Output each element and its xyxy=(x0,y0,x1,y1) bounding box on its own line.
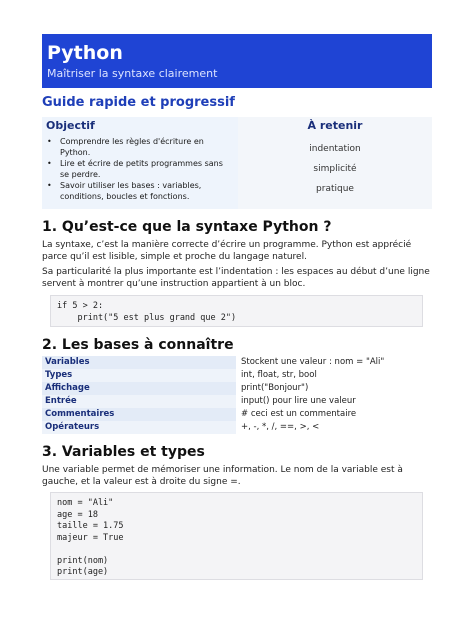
table-value: # ceci est un commentaire xyxy=(241,409,357,419)
table-row xyxy=(42,395,432,408)
table-key: Commentaires xyxy=(42,408,236,421)
bullet-icon: • xyxy=(47,181,52,190)
section-1-paragraph-2: Sa particularité la plus importante est l’indentation : les espaces au début d’une ligne servent à montrer qu’une instruction appartient à un bloc. xyxy=(42,267,430,289)
retenir-item: pratique xyxy=(316,184,354,194)
code-line: if 5 > 2: xyxy=(57,301,104,311)
table-value: +, -, *, /, ==, >, < xyxy=(241,422,320,432)
table-value: int, float, str, bool xyxy=(241,370,317,380)
code-line: majeur = True xyxy=(57,532,124,543)
table-value: Stockent une valeur : nom = "Ali" xyxy=(241,357,385,367)
retenir-panel xyxy=(238,117,432,209)
code-line: taille = 1.75 xyxy=(57,521,124,531)
section-3-heading: 3. Variables et types xyxy=(42,444,205,460)
document-title: Python xyxy=(47,42,123,64)
table-row xyxy=(42,421,432,434)
summary-box xyxy=(42,117,432,209)
table-row xyxy=(42,408,432,421)
section-3-paragraph: Une variable permet de mémoriser une information. Le nom de la variable est à gauche, et la valeur est à droite du signe =. xyxy=(42,465,403,487)
title-banner xyxy=(42,34,432,88)
basics-table xyxy=(42,356,432,434)
code-line: print(nom) xyxy=(57,555,109,566)
table-row xyxy=(42,369,432,382)
table-row xyxy=(42,356,432,369)
code-line: print(age) xyxy=(57,567,109,577)
objectif-title: Objectif xyxy=(46,119,95,132)
section-1-heading: 1. Qu’est-ce que la syntaxe Python ? xyxy=(42,219,332,235)
table-key: Opérateurs xyxy=(42,421,236,434)
bullet-icon: • xyxy=(47,159,52,168)
document-subtitle: Maîtriser la syntaxe clairement xyxy=(47,67,218,80)
retenir-title: À retenir xyxy=(307,119,363,132)
list-item: • Savoir utiliser les bases : variables, conditions, boucles et fonctions. xyxy=(47,181,202,201)
code-block-2 xyxy=(50,492,423,580)
section-2-heading: 2. Les bases à connaître xyxy=(42,337,234,353)
table-row xyxy=(42,382,432,395)
retenir-item: indentation xyxy=(309,144,361,154)
objectif-list xyxy=(46,137,234,202)
table-key: Types xyxy=(42,369,236,382)
list-item: • Comprendre les règles d'écriture en Python. xyxy=(47,137,204,157)
table-value: input() pour lire une valeur xyxy=(241,396,356,406)
bullet-icon: • xyxy=(47,137,52,146)
code-line: age = 18 xyxy=(57,509,98,520)
retenir-item: simplicité xyxy=(313,164,357,174)
section-1-paragraph-1: La syntaxe, c’est la manière correcte d’écrire un programme. Python est apprécié parce qu’il est lisible, simple et proche du langage naturel. xyxy=(42,240,412,262)
table-key: Affichage xyxy=(42,382,236,395)
table-value: print("Bonjour") xyxy=(241,383,309,393)
code-line xyxy=(57,544,416,556)
table-key: Entrée xyxy=(42,395,236,408)
code-line: print("5 est plus grand que 2") xyxy=(57,312,237,323)
code-line: nom = "Ali" xyxy=(57,498,114,508)
guide-heading: Guide rapide et progressif xyxy=(42,95,235,110)
list-item: • Lire et écrire de petits programmes sans se perdre. xyxy=(47,159,223,179)
table-key: Variables xyxy=(42,356,236,369)
objectif-panel xyxy=(42,117,238,209)
code-block-1 xyxy=(50,295,423,327)
